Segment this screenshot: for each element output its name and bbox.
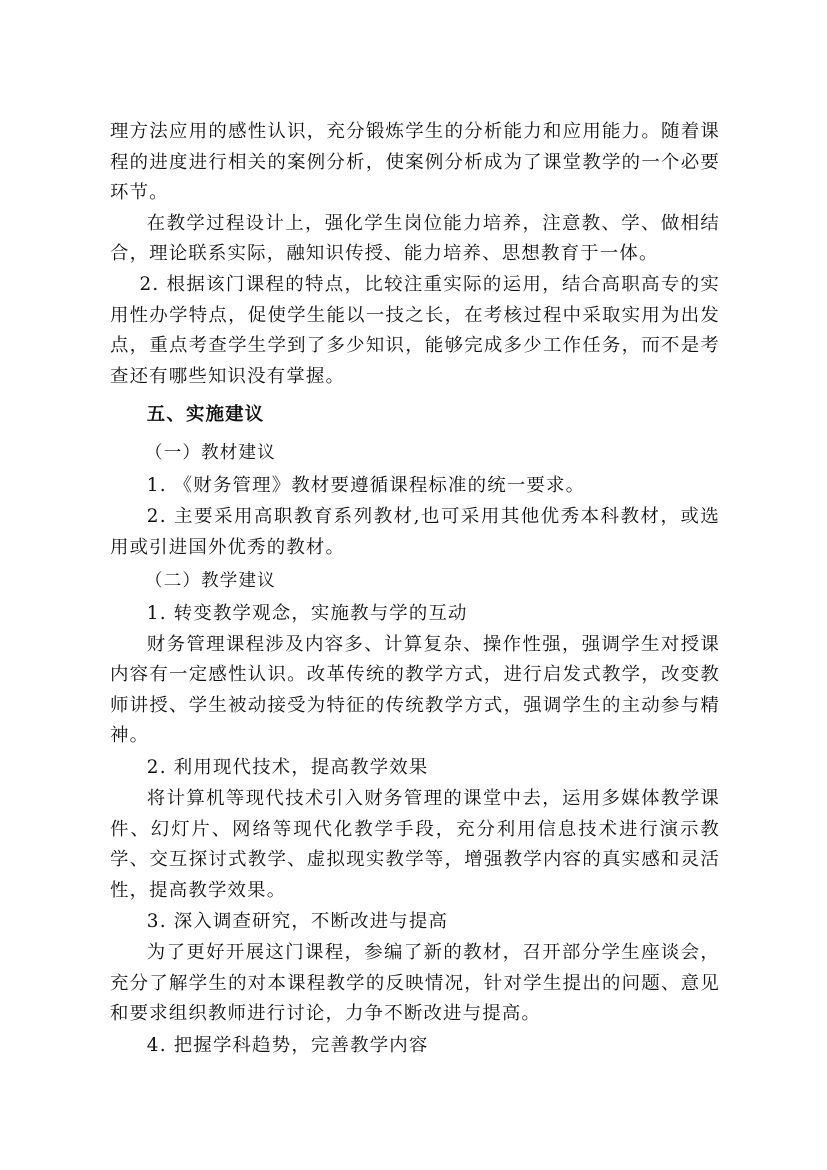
paragraph-case-analysis: 理方法应用的感性认识，充分锻炼学生的分析能力和应用能力。随着课程的进度进行相关的案例分析，使案例分析成为了课堂教学的一个必要环节。: [110, 121, 720, 204]
teaching-item-4: 4. 把握学科趋势，完善教学内容: [146, 1035, 429, 1057]
teaching-paragraph-1: 财务管理课程涉及内容多、计算复杂、操作性强，强调学生对授课内容有一定感性认识。改革传统的教学方式，进行启发式教学，改变教师讲授、学生被动接受为特征的传统教学方式，强调学生的主动参与精神。: [110, 633, 720, 747]
paragraph-assessment: 2. 根据该门课程的特点，比较注重实际的运用，结合高职高专的实用性办学特点，促使学生能以一技之长，在考核过程中采取实用为出发点，重点考查学生学到了多少知识，能够完成多少工作任务，而不是考查还有哪些知识没有掌握。: [110, 273, 720, 387]
document-page: [110, 117, 720, 1062]
subheading-textbook: （一）教材建议: [145, 443, 276, 464]
teaching-item-2: 2. 利用现代技术，提高教学效果: [146, 756, 429, 778]
section-heading-implementation: 五、实施建议: [146, 404, 265, 426]
textbook-item-1: 1. 《财务管理》教材要遵循课程标准的统一要求。: [146, 475, 586, 497]
subheading-teaching: （二）教学建议: [145, 570, 276, 591]
paragraph-teaching-design: 在教学过程设计上，强化学生岗位能力培养，注意教、学、做相结合，理论联系实际，融知识传授、能力培养、思想教育于一体。: [110, 212, 720, 265]
teaching-item-3: 3. 深入调查研究，不断改进与提高: [146, 911, 449, 933]
teaching-paragraph-3: 为了更好开展这门课程，参编了新的教材，召开部分学生座谈会，充分了解学生的对本课程教学的反映情况，针对学生提出的问题、意见和要求组织教师进行讨论，力争不断改进与提高。: [110, 942, 720, 1025]
teaching-paragraph-2: 将计算机等现代技术引入财务管理的课堂中去，运用多媒体教学课件、幻灯片、网络等现代化教学手段，充分利用信息技术进行演示教学、交互探讨式教学、虚拟现实教学等，增强教学内容的真实感和灵活性，提高教学效果。: [110, 787, 720, 901]
teaching-item-1: 1. 转变教学观念，实施教与学的互动: [146, 602, 468, 624]
textbook-item-2: 2. 主要采用高职教育系列教材,也可采用其他优秀本科教材，或选用或引进国外优秀的教材。: [110, 506, 720, 558]
